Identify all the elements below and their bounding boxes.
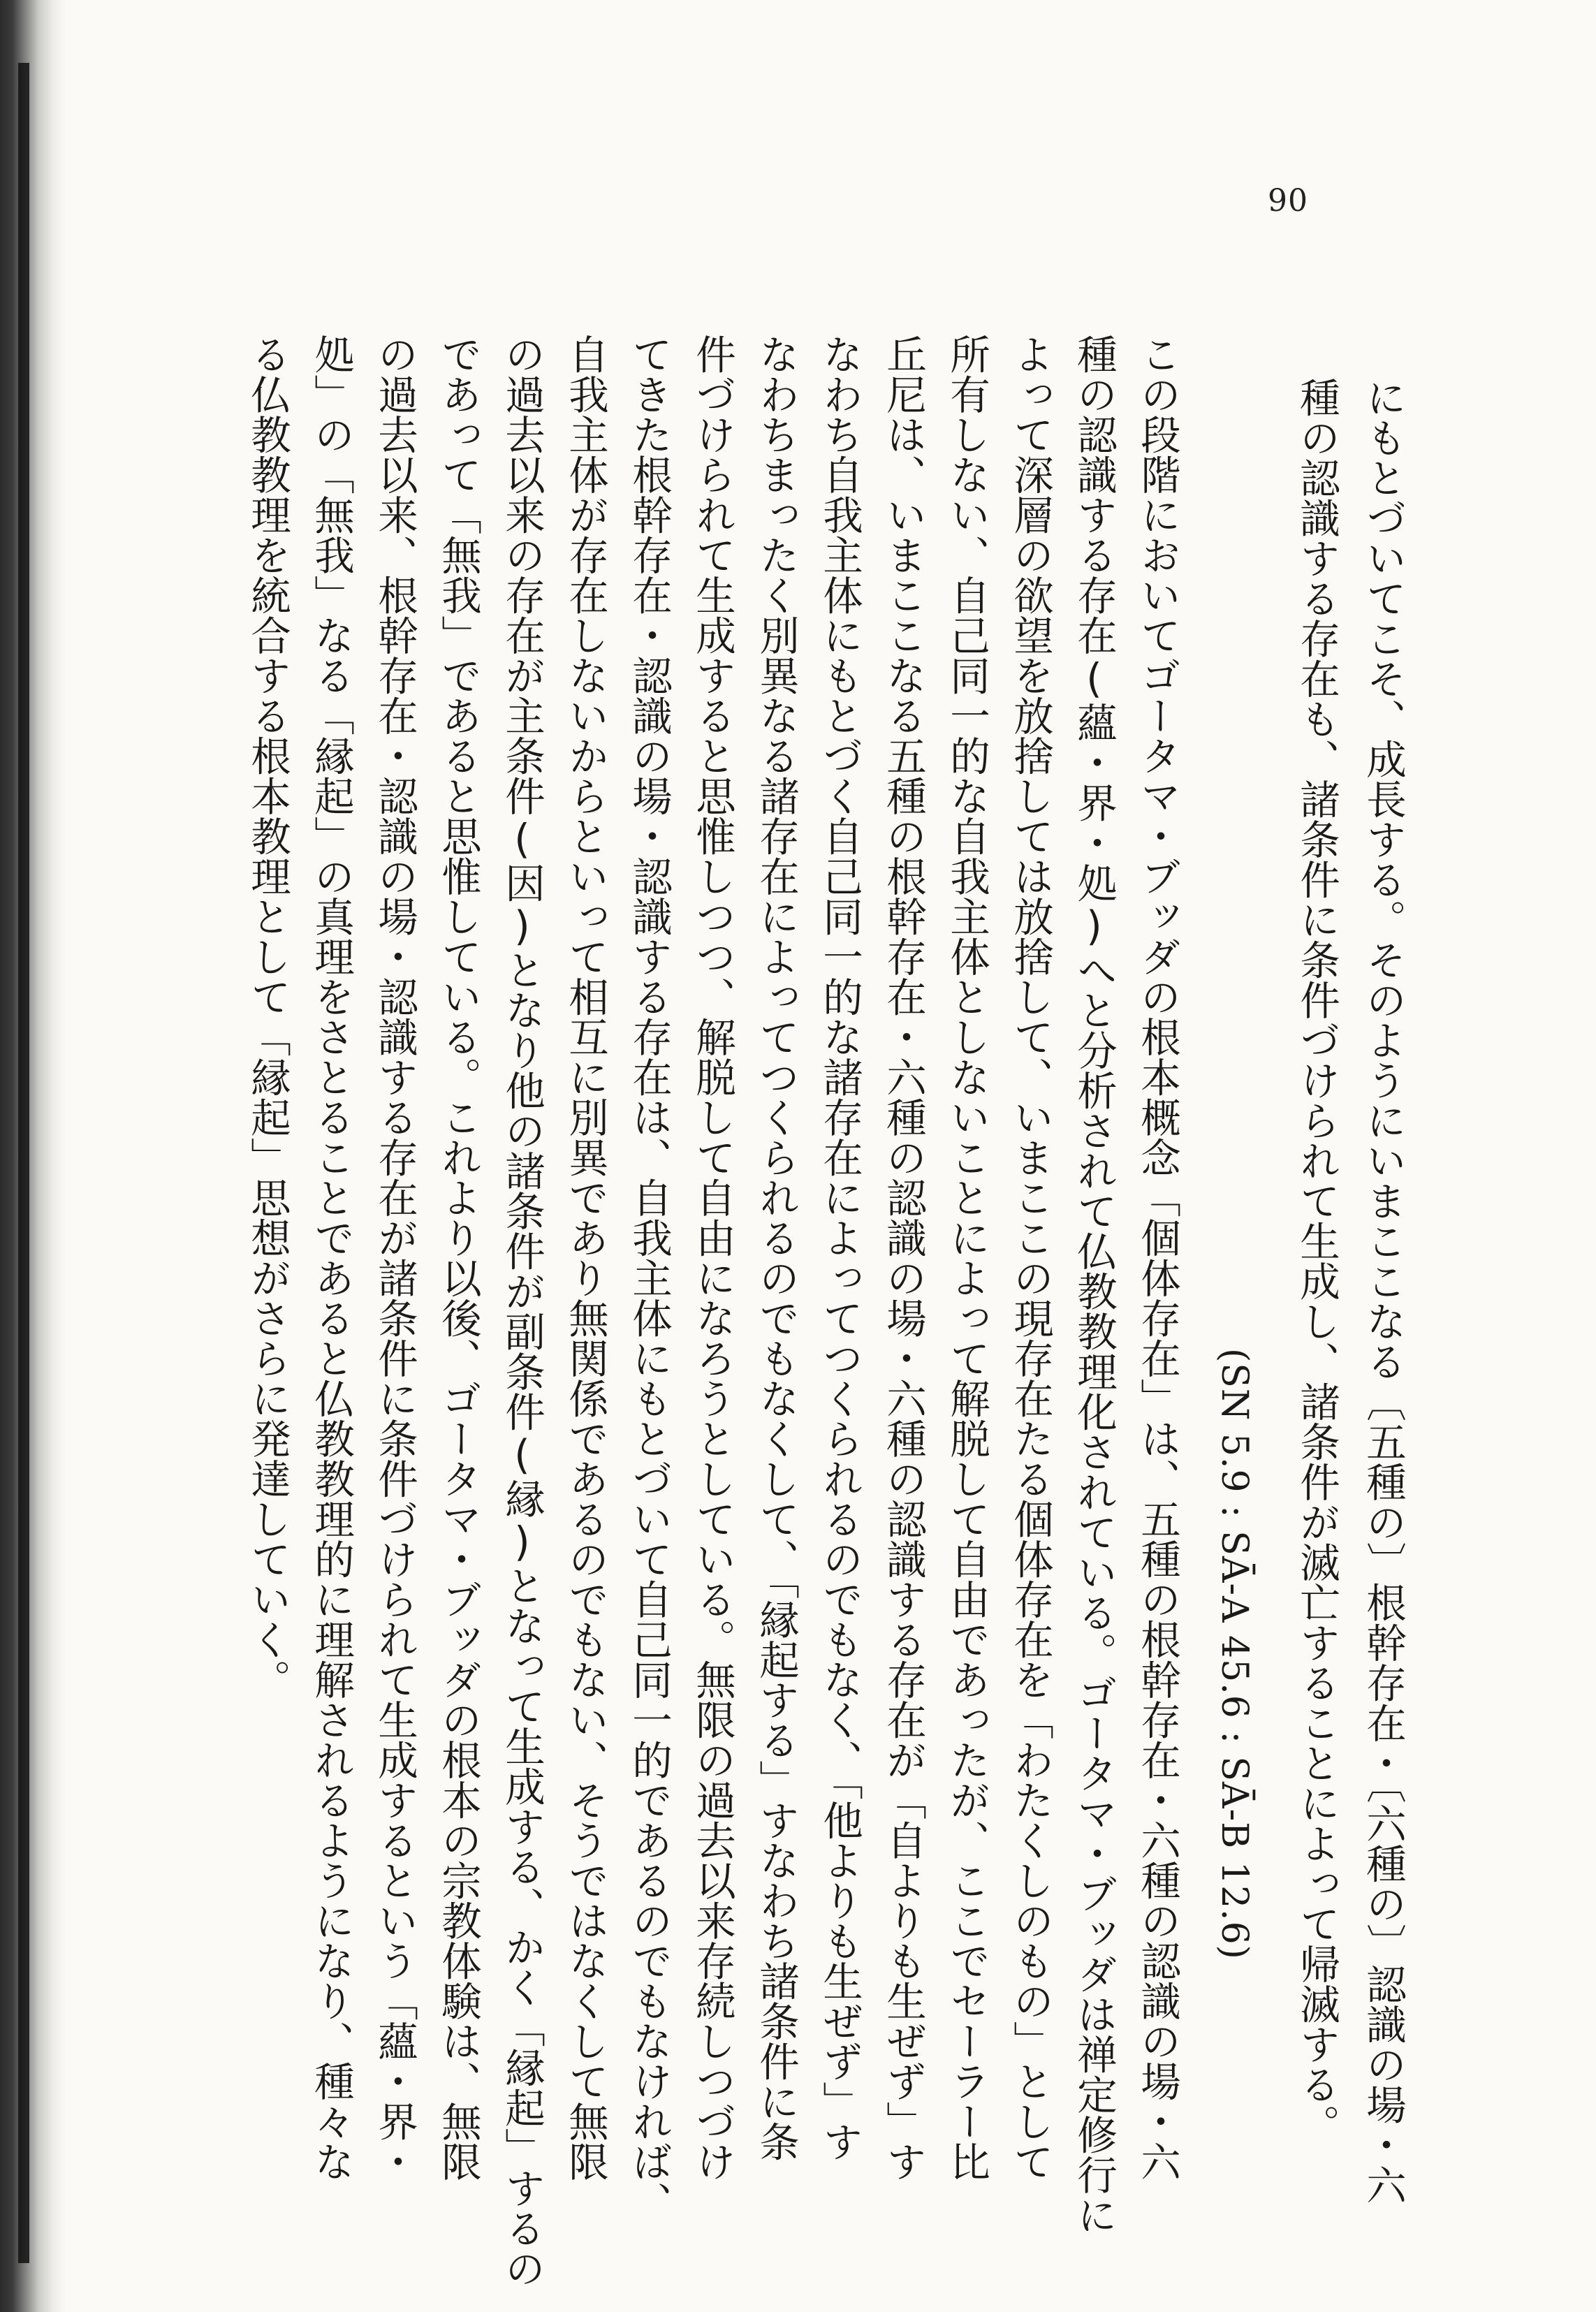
page-number: 90 bbox=[1268, 183, 1308, 219]
text-column-7: 丘尼は、いまここなる五種の根幹存在・六種の認識の場・六種の認識する存在が「自よりも生ぜず」す bbox=[880, 334, 927, 2181]
text-column-6: 所有しない、自己同一的な自我主体としないことによって解脱して自由であったが、ここでセーラー比 bbox=[944, 334, 990, 2181]
text-column-10: 件づけられて生成すると思惟しつつ、解脱して自由になろうとしている。無限の過去以来存続しつづけ bbox=[689, 334, 736, 2181]
text-column-2: 種の認識する存在も、諸条件に条件づけられて生成し、諸条件が滅亡することによって帰滅する。 bbox=[1294, 377, 1340, 2144]
text-column-16: 処」の「無我」なる「縁起」の真理をさとることであると仏教教理的に理解されるようになり、種々な bbox=[308, 334, 355, 2181]
text-column-11: てきた根幹存在・認識の場・認識する存在は、自我主体にもとづいて自己同一的であるのでもなければ、 bbox=[626, 334, 673, 2222]
text-column-12: 自我主体が存在しないからといって相互に別異であり無関係であるのでもない、そうではなくして無限 bbox=[562, 334, 609, 2181]
text-column-8: なわち自我主体にもとづく自己同一的な諸存在によってつくられるのでもなく、「他よりも生ぜず」す bbox=[817, 334, 863, 2162]
text-column-5: よって深層の欲望を放捨しては放捨して、いまここの現存在たる個体存在を「わたくしのもの」として bbox=[1007, 334, 1054, 2181]
text-column-4: 種の認識する存在(蘊・界・処)へと分析されて仏教教理化されている。ゴータマ・ブッダは禅定修行に bbox=[1071, 334, 1118, 2235]
text-column-1: にもとづいてこそ、成長する。そのようにいまここなる〔五種の〕根幹存在・〔六種の〕認識の場・六 bbox=[1360, 377, 1407, 2205]
text-column-14: であって「無我」であると思惟している。これより以後、ゴータマ・ブッダの根本の宗教体験は、無限 bbox=[435, 334, 482, 2181]
text-column-3: この段階においてゴータマ・ブッダの根本概念「個体存在」は、五種の根幹存在・六種の認識の場・六 bbox=[1134, 334, 1181, 2181]
text-column-17: る仏教教理を統合する根本教理として「縁起」思想がさらに発達していく。 bbox=[244, 334, 291, 1699]
citation-column: (SN 5.9 : SĀ-A 45.6 : SĀ-B 12.6) bbox=[1213, 1348, 1255, 1960]
text-column-9: なわちまったく別異なる諸存在によってつくられるのでもなくして、「縁起する」すなわち諸条件に条 bbox=[753, 334, 800, 2162]
text-column-15: の過去以来、根幹存在・認識の場・認識する存在が諸条件に条件づけられて生成するという「蘊・界・ bbox=[372, 334, 418, 2181]
text-column-13: の過去以来の存在が主条件(因)となり他の諸条件が副条件(縁)となって生成する、かく「縁起」するの bbox=[499, 334, 546, 2288]
